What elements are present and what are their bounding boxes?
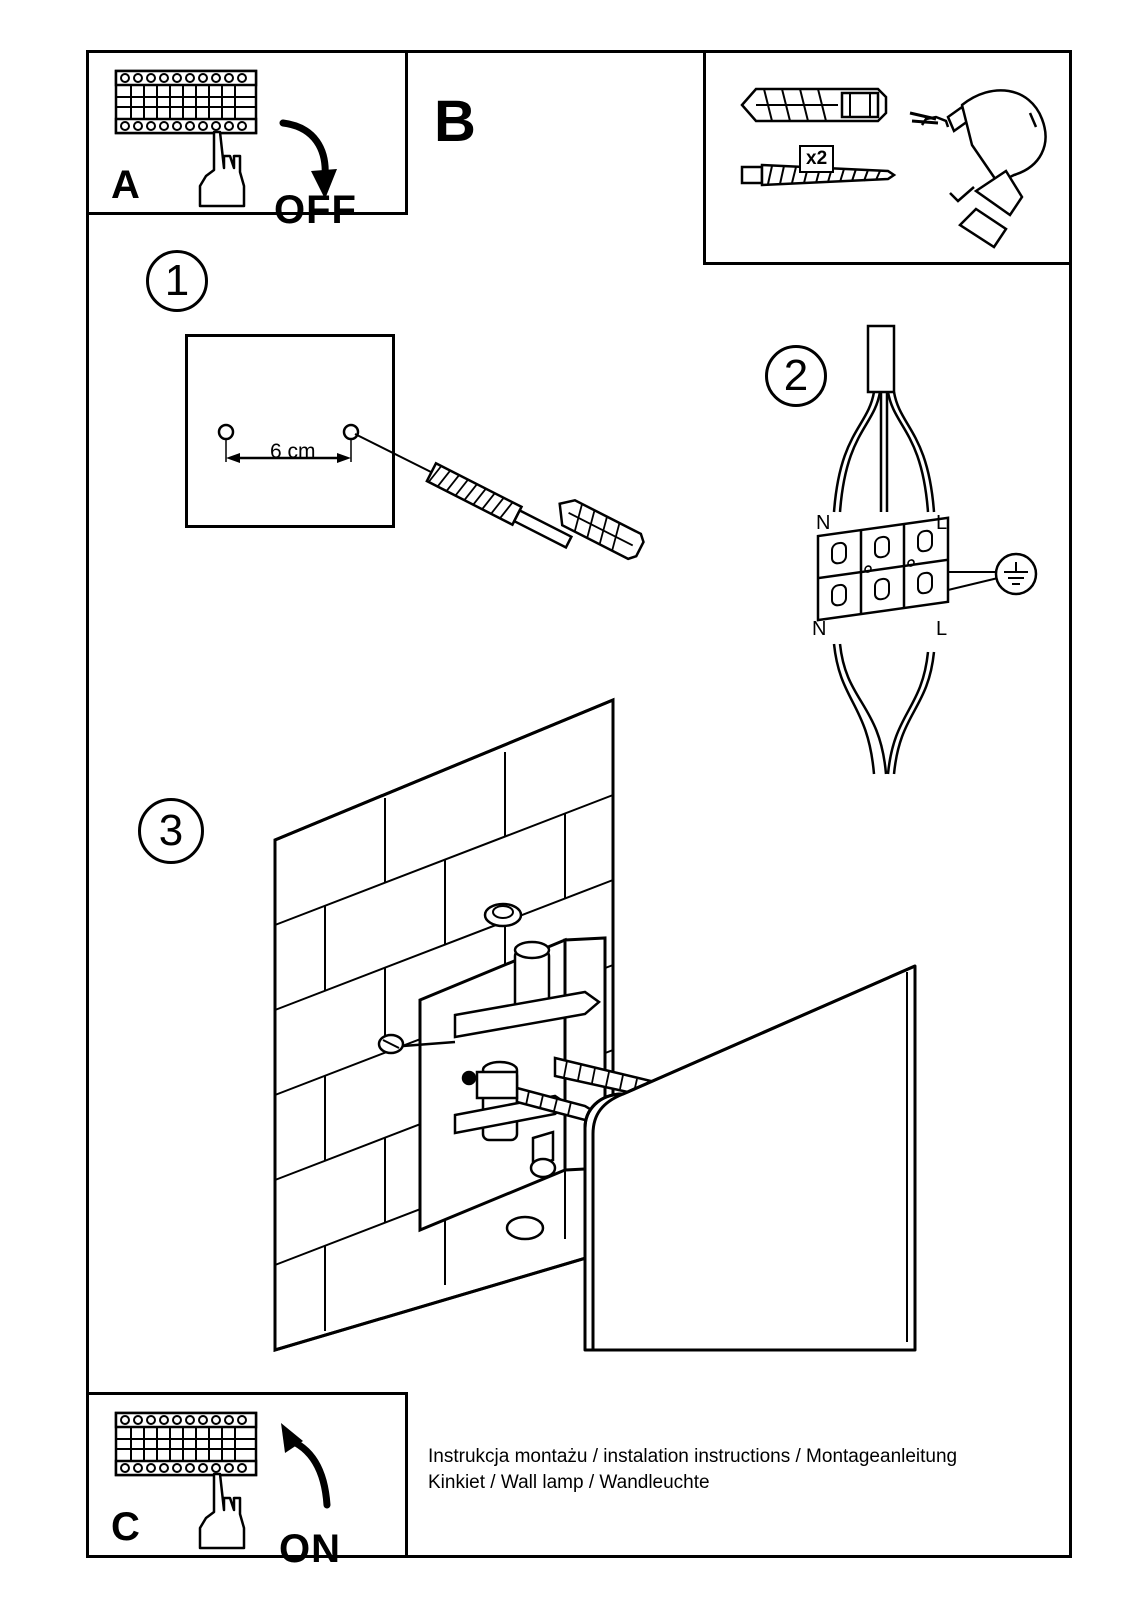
step-1-measure-label: 6 cm bbox=[270, 440, 316, 463]
quantity-badge bbox=[799, 145, 834, 173]
step-1-number-circle bbox=[146, 250, 208, 312]
power-drill-icon bbox=[902, 71, 1062, 257]
caption-line-1: Instrukcja montażu / instalation instructions / Montageanleitung bbox=[428, 1446, 958, 1467]
panel-c bbox=[86, 1392, 408, 1571]
panel-a-action-label: OFF bbox=[274, 188, 357, 232]
terminal-label-n-bottom: N bbox=[812, 618, 827, 640]
arrow-up-curved-icon bbox=[275, 1417, 345, 1512]
hand-pointing-icon-c bbox=[184, 1470, 264, 1552]
sheet-caption bbox=[428, 1444, 957, 1496]
step-3-number: 3 bbox=[158, 806, 184, 855]
terminal-label-l-top: L bbox=[936, 512, 948, 534]
panel-c-action-label: ON bbox=[279, 1527, 341, 1571]
step-1-number: 1 bbox=[164, 256, 190, 305]
step-2-number: 2 bbox=[783, 351, 809, 400]
panel-b bbox=[703, 50, 1072, 265]
panel-c-letter: C bbox=[111, 1505, 140, 1549]
step-3-number-circle bbox=[138, 798, 204, 864]
terminal-label-l-bottom: L bbox=[936, 618, 948, 640]
step-3-mounting-diagram bbox=[255, 690, 955, 1390]
hand-pointing-icon bbox=[184, 128, 264, 210]
terminal-label-n-top: N bbox=[816, 512, 831, 534]
quantity-label: x2 bbox=[806, 148, 828, 169]
panel-b-letter: B bbox=[434, 89, 476, 154]
panel-a bbox=[86, 50, 408, 232]
wall-plug-icon bbox=[738, 81, 888, 129]
panel-a-letter: A bbox=[111, 163, 140, 207]
step-1-diagram bbox=[185, 334, 685, 564]
caption-line-2: Kinkiet / Wall lamp / Wandleuchte bbox=[428, 1472, 710, 1493]
